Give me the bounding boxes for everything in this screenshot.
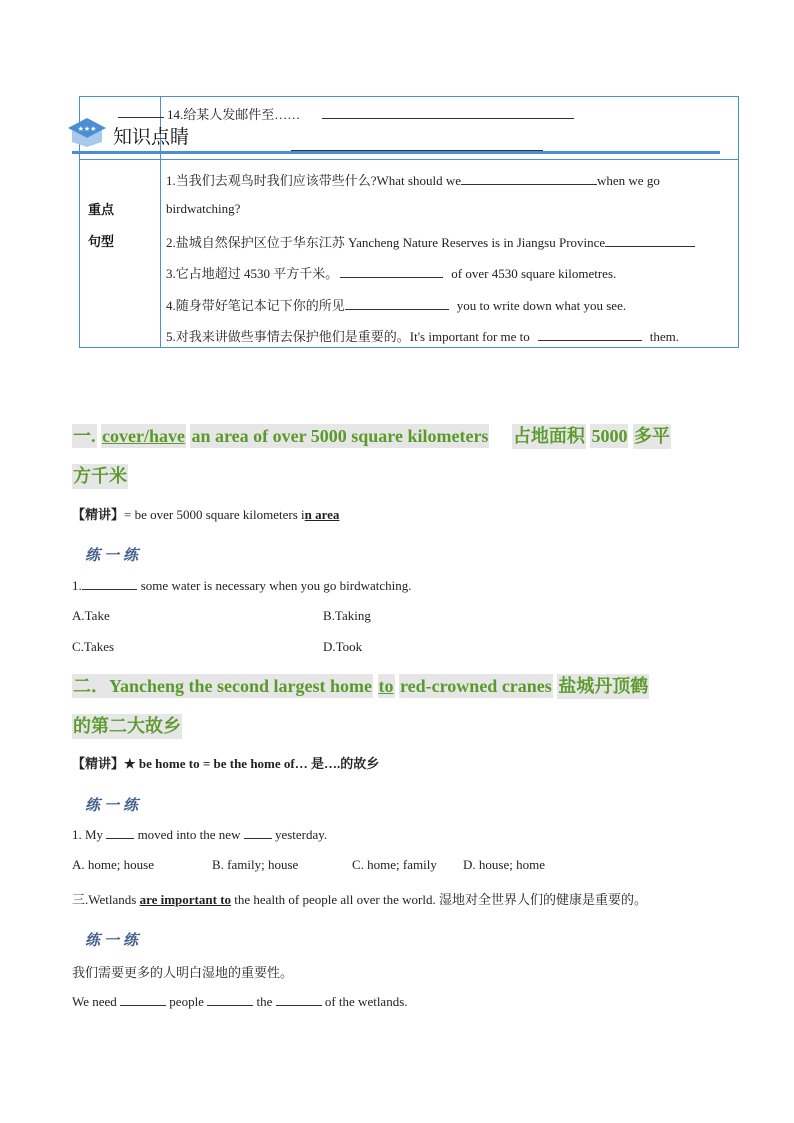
answer-blank xyxy=(538,328,642,341)
section-1-heading-line2 xyxy=(72,462,128,488)
note-text: ★ be home to = be the home of… 是….的故乡 xyxy=(124,756,380,771)
sentence-text: We need xyxy=(72,994,117,1009)
practice-label-2: 练一练 xyxy=(85,796,143,814)
answer-blank xyxy=(120,993,166,1006)
section-1-note xyxy=(72,504,339,523)
question-text: moved into the new xyxy=(137,827,241,842)
section-2-note xyxy=(72,753,379,772)
option-c: C. home; family xyxy=(352,857,437,872)
heading-part: 盐城丹顶鹤 xyxy=(558,676,649,697)
sentence-2 xyxy=(166,232,695,251)
sentence-text: 三.Wetlands xyxy=(72,892,137,907)
sentence-text: the xyxy=(256,994,273,1009)
answer-blank xyxy=(345,297,449,310)
answer-blank xyxy=(106,826,134,839)
section-3-english xyxy=(72,993,408,1010)
option-c: C.Takes xyxy=(72,639,115,654)
heading-part: 二．Yancheng the second largest home xyxy=(73,676,372,696)
heading-part: red-crowned cranes xyxy=(400,676,552,696)
book-badge-icon xyxy=(66,114,108,148)
sentence-text: the health of people all over the world. 湿地对全世界人们的健康是重要的。 xyxy=(234,892,647,907)
sentence-3 xyxy=(166,263,616,282)
note-emphasis: n area xyxy=(304,507,340,522)
practice-label-1: 练一练 xyxy=(85,546,143,564)
answer-blank xyxy=(340,265,443,278)
title-underline-bar xyxy=(72,151,720,154)
section-2-heading-line2 xyxy=(72,712,182,738)
sentence-text: 3.它占地超过 4530 平方千米。 xyxy=(166,266,339,281)
sentence-1 xyxy=(166,170,660,189)
option-d: D.Took xyxy=(323,639,363,654)
note-label: 【精讲】 xyxy=(72,508,125,523)
heading-part: an area of over 5000 square kilometers xyxy=(191,426,489,446)
sentence-text: 5.对我来讲做些事情去保护他们是重要的。It's important for me to xyxy=(166,329,530,344)
section-2-heading xyxy=(72,672,649,698)
heading-part: cover/have xyxy=(102,426,185,446)
sentence-text: 1.当我们去观鸟时我们应该带些什么?What should we xyxy=(166,173,462,188)
heading-part: 一. xyxy=(73,426,96,446)
sentence-text: of over 4530 square kilometres. xyxy=(451,266,617,281)
table-top-row-1 xyxy=(167,104,574,123)
section-2-question xyxy=(72,826,327,843)
question-text: 1. My xyxy=(72,827,104,842)
heading-part: to xyxy=(378,676,394,696)
heading-part: 占地面积 xyxy=(512,426,585,447)
sentence-text: you to write down what you see. xyxy=(456,298,627,313)
heading-part: 方千米 xyxy=(73,466,127,487)
sentence-text: people xyxy=(169,994,204,1009)
heading-part: 多平 xyxy=(633,426,670,447)
question-number: 1. xyxy=(72,578,82,593)
sentence-text: them. xyxy=(649,329,680,344)
sentence-emphasis: are important to xyxy=(139,892,232,907)
sentence-text: 2.盐城自然保护区位于华东江苏 Yancheng Nature Reserves is in Jiangsu Province xyxy=(166,235,606,250)
heading-part: 的第二大故乡 xyxy=(73,716,181,737)
sentence-1-cont: birdwatching? xyxy=(166,201,241,216)
answer-blank xyxy=(291,138,543,151)
table-divider-horizontal xyxy=(80,159,738,160)
option-a: A. home; house xyxy=(72,857,154,872)
answer-blank xyxy=(322,106,574,119)
sentence-4 xyxy=(166,295,626,314)
answer-blank xyxy=(276,993,322,1006)
practice-label-3: 练一练 xyxy=(85,931,143,949)
sentence-text: of the wetlands. xyxy=(324,994,408,1009)
blank-line xyxy=(118,117,164,118)
note-text: = be over 5000 square kilometers i xyxy=(124,507,305,522)
option-a: A.Take xyxy=(72,608,110,623)
answer-blank xyxy=(207,993,253,1006)
answer-blank xyxy=(244,826,272,839)
answer-blank xyxy=(82,577,137,590)
sentence-text: when we go xyxy=(597,173,660,188)
option-d: D. house; home xyxy=(463,857,545,872)
key-label-2: 句型 xyxy=(88,235,115,250)
section-title: 知识点睛 xyxy=(113,126,190,148)
key-label-1: 重点 xyxy=(88,203,115,218)
option-b: B. family; house xyxy=(212,857,299,872)
note-label: 【精讲】 xyxy=(72,757,125,772)
question-text: yesterday. xyxy=(274,827,328,842)
answer-blank xyxy=(605,234,695,247)
section-3-chinese: 我们需要更多的人明白湿地的重要性。 xyxy=(72,966,294,981)
answer-blank xyxy=(461,172,597,185)
question-text: some water is necessary when you go birdwatching. xyxy=(140,578,412,593)
section-1-heading xyxy=(72,422,671,448)
option-b: B.Taking xyxy=(323,608,371,623)
sentence-text: 4.随身带好笔记本记下你的所见 xyxy=(166,298,345,313)
section-3-sentence xyxy=(72,889,647,908)
svg-text:★★★: ★★★ xyxy=(77,125,97,133)
sentence-5 xyxy=(166,326,679,345)
heading-part: 5000 xyxy=(591,426,628,446)
section-1-question xyxy=(72,577,412,594)
top-row-1-text: 14.给某人发邮件至…… xyxy=(167,107,301,122)
